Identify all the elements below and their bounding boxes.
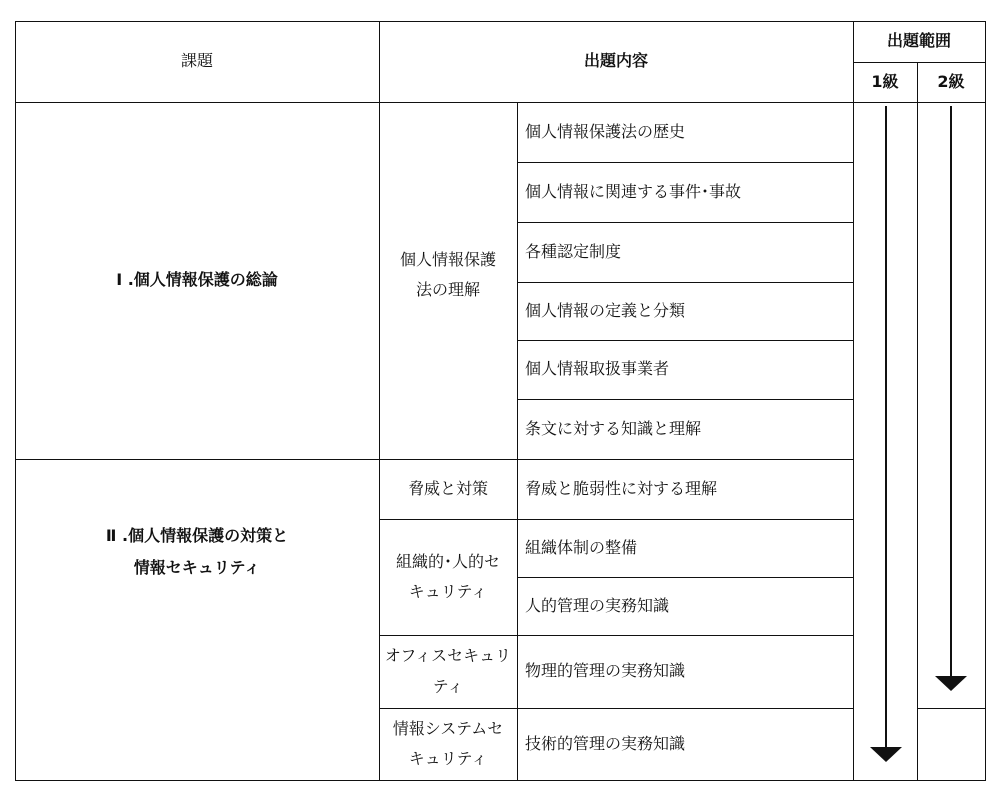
section2-item: 物理的管理の実務知識 bbox=[525, 661, 686, 681]
section1-item: 個人情報保護法の歴史 bbox=[525, 121, 686, 141]
header-grade2: 2級 bbox=[937, 71, 965, 91]
grade1-arrow bbox=[870, 106, 902, 762]
section1-item: 個人情報に関連する事件･事故 bbox=[525, 181, 742, 201]
section2-category: 組織的･人的セ キュリティ bbox=[395, 551, 500, 601]
section1-item: 個人情報取扱事業者 bbox=[525, 359, 670, 379]
section1-item: 個人情報の定義と分類 bbox=[525, 300, 686, 320]
header-grade1: 1級 bbox=[871, 71, 899, 91]
header-scope: 出題範囲 bbox=[886, 31, 951, 51]
section2-category: オフィスセキュリ ティ bbox=[384, 646, 512, 696]
section2-item: 組織体制の整備 bbox=[525, 537, 638, 557]
grade2-arrow bbox=[935, 106, 967, 691]
section2-item: 技術的管理の実務知識 bbox=[525, 733, 686, 753]
section2-item: 人的管理の実務知識 bbox=[525, 595, 670, 615]
section1-item: 各種認定制度 bbox=[525, 241, 622, 261]
section2-category: 脅威と対策 bbox=[407, 478, 488, 498]
section2-category: 情報システムセ キュリティ bbox=[392, 718, 504, 768]
header-content: 出題内容 bbox=[583, 51, 648, 71]
section1-item: 条文に対する知識と理解 bbox=[525, 418, 702, 438]
section2-item: 脅威と脆弱性に対する理解 bbox=[525, 478, 718, 498]
header-topic: 課題 bbox=[180, 51, 213, 71]
section2-title: Ⅱ .個人情報保護の対策と 情報セキュリティ bbox=[105, 526, 289, 577]
section1-category: 個人情報保護 法の理解 bbox=[399, 250, 496, 300]
section1-title: Ⅰ .個人情報保護の総論 bbox=[116, 270, 278, 290]
